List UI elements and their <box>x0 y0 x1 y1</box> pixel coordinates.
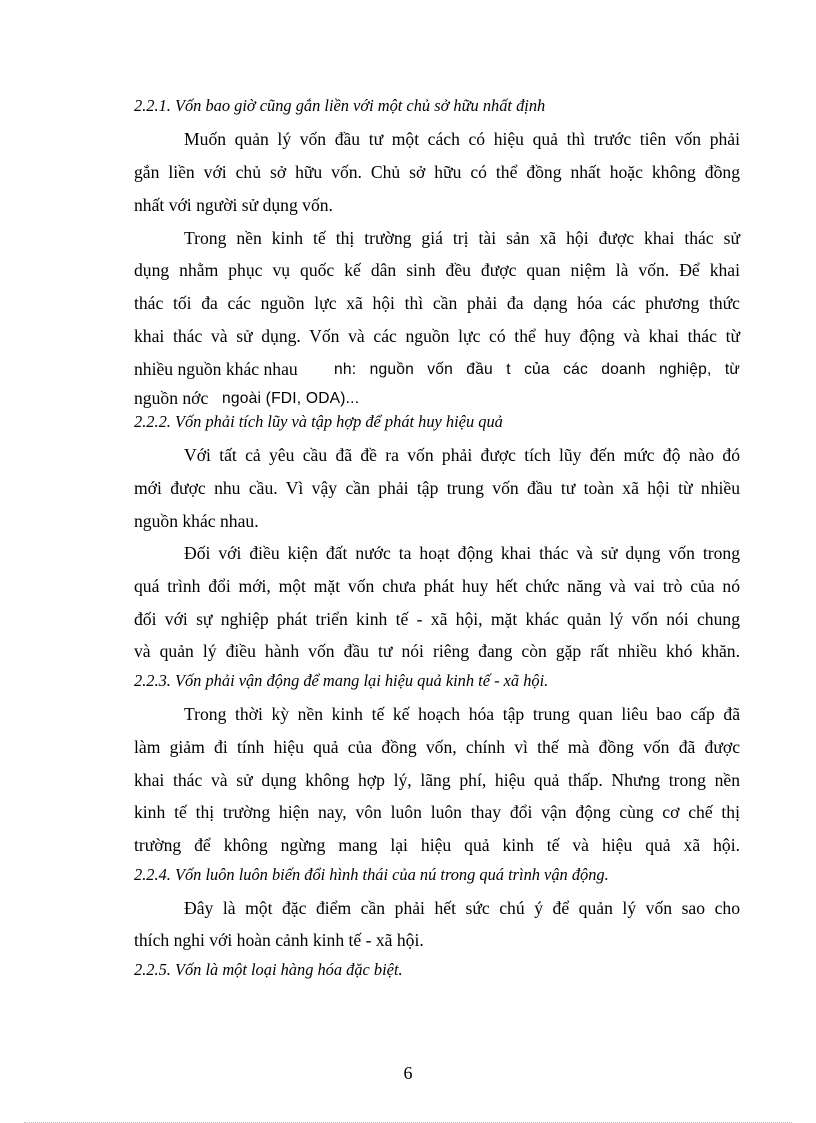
paragraph-line: mới được nhu cầu. Vì vậy cần phải tập trung vốn đầu tư toàn xã hội từ nhiều <box>134 478 740 498</box>
paragraph-line: trường để không ngừng mang lại hiệu quả kinh tế và hiệu quả xã hội. <box>134 835 740 855</box>
paragraph-line: Trong nền kinh tế thị trường giá trị tài sản xã hội được khai thác sử <box>184 228 740 248</box>
section-heading-2-2-4: 2.2.4. Vốn luôn luôn biến đổi hình thái của nú trong quá trình vận động. <box>134 865 609 884</box>
paragraph-line: nhiều nguồn khác nhau <box>134 359 298 379</box>
section-heading-2-2-3: 2.2.3. Vốn phải vận động để mang lại hiệu quả kinh tế - xã hội. <box>134 671 549 690</box>
paragraph-line: thích nghi với hoàn cảnh kinh tế - xã hội. <box>134 930 424 950</box>
paragraph-line: Với tất cả yêu cầu đã đề ra vốn phải được tích lũy đến mức độ nào đó <box>184 445 740 465</box>
paragraph-line: và quản lý điều hành vốn đầu tư nói riêng đang còn gặp rất nhiều khó khăn. <box>134 641 740 661</box>
paragraph-line-fragment: ngoài (FDI, ODA)... <box>222 390 360 407</box>
paragraph-line: quá trình đổi mới, một mặt vốn chưa phát huy hết chức năng và vai trò của nó <box>134 576 740 596</box>
paragraph-line: dụng nhằm phục vụ quốc kế dân sinh đều được quan niệm là vốn. Để khai <box>134 260 740 280</box>
paragraph-line: Đây là một đặc điểm cần phải hết sức chú ý để quản lý vốn sao cho <box>184 898 740 918</box>
paragraph-line: nhất với người sử dụng vốn. <box>134 195 333 215</box>
section-heading-2-2-5: 2.2.5. Vốn là một loại hàng hóa đặc biệt. <box>134 960 403 979</box>
section-heading-2-2-1: 2.2.1. Vốn bao giờ cũng gắn liền với một chủ sở hữu nhất định <box>134 96 546 115</box>
section-heading-2-2-2: 2.2.2. Vốn phải tích lũy và tập hợp để phát huy hiệu quả <box>134 412 503 431</box>
paragraph-line: thác tối đa các nguồn lực xã hội thì cần phải đa dạng hóa các phương thức <box>134 293 740 313</box>
paragraph-line: nguồn nớc <box>134 388 209 408</box>
paragraph-line: kinh tế thị trường hiện nay, vôn luôn luôn thay đổi vận động cùng cơ chế thị <box>134 802 740 822</box>
paragraph-line: khai thác và sử dụng không hợp lý, lãng phí, hiệu quả thấp. Nhưng trong nền <box>134 770 740 790</box>
paragraph-line: đối với sự nghiệp phát triển kinh tế - xã hội, mặt khác quản lý vốn nói chung <box>134 609 740 629</box>
paragraph-line-fragment: nh: nguồn vốn đầu t của các doanh nghiệp, từ <box>334 361 740 378</box>
paragraph-line: gắn liền với chủ sở hữu vốn. Chủ sở hữu có thể đồng nhất hoặc không đồng <box>134 162 740 182</box>
paragraph-line: Trong thời kỳ nền kinh tế kế hoạch hóa tập trung quan liêu bao cấp đã <box>184 704 740 724</box>
paragraph-line: khai thác và sử dụng. Vốn và các nguồn lực có thể huy động và khai thác từ <box>134 326 740 346</box>
paragraph-line: nguồn khác nhau. <box>134 511 259 531</box>
page-number: 6 <box>403 1063 413 1083</box>
paragraph-line: Muốn quản lý vốn đầu tư một cách có hiệu quả thì trước tiên vốn phải <box>184 129 740 149</box>
paragraph-line: làm giảm đi tính hiệu quả của đồng vốn, chính vì thế mà đồng vốn đã được <box>134 737 740 757</box>
paragraph-line: Đối với điều kiện đất nước ta hoạt động khai thác và sử dụng vốn trong <box>184 543 740 563</box>
